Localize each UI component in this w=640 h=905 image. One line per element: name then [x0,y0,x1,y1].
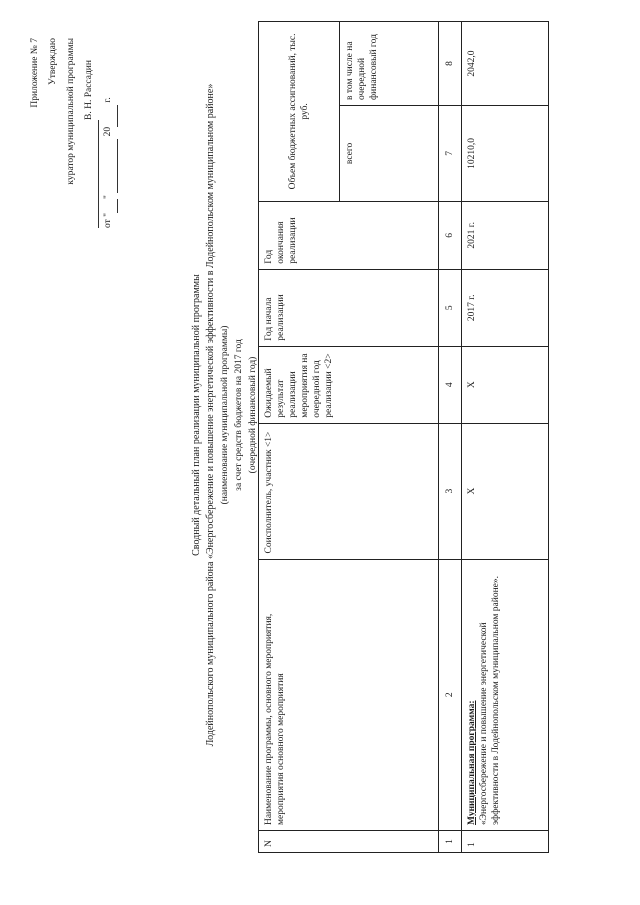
header-next-year: в том числе на очередной финансовый год [340,22,439,106]
row-start-year: 2017 г. [462,269,549,346]
row-total: 10210,0 [462,105,549,201]
date-line [99,38,118,228]
row-next-year: 2042,0 [462,22,549,106]
col-number: 8 [439,22,462,106]
plan-table [258,21,549,853]
heading-title: Сводный детальный план реализации муниципальной программы [191,274,202,556]
col-number: 4 [439,346,462,423]
table-row [462,22,549,853]
row-number: 1 [462,831,549,853]
col-number: 3 [439,423,462,559]
heading-program: Лодейнопольского муниципального района «Энергосбережение и повышение энергетической эффективности в Лодейнопольском муниципальном районе» [205,83,216,747]
col-number: 6 [439,201,462,269]
date-prefix: от " [103,212,113,228]
header-n: N [259,831,439,853]
col-number: 2 [439,559,462,831]
date-suffix: г. [103,97,113,103]
col-number: 5 [439,269,462,346]
col-number: 1 [439,831,462,853]
row-program [462,559,549,831]
program-name: «Энергосбережение и повышение энергетической эффективности в Лодейнопольском муниципальном районе». [479,575,501,826]
header-executor: Соисполнитель, участник <1> [259,423,439,559]
col-number: 7 [439,105,462,201]
appendix-label: Приложение № 7 [30,38,40,108]
header-name: Наименование программы, основного мероприятия, мероприятия основного мероприятия [259,559,439,831]
row-result: X [462,346,549,423]
signature-name: В. Н. Рассадин [84,60,94,120]
approved-label: Утверждаю [48,38,58,85]
header-result: Ожидаемый результат реализации мероприятия на очередной год реализации <2> [259,346,439,423]
date-quote: " [103,195,113,199]
heading-program-caption: (наименование муниципальной программы) [220,325,230,505]
row-end-year: 2021 г. [462,201,549,269]
approval-block [26,38,118,228]
curator-label: куратор муниципальной программы [66,38,76,185]
signature-line [80,38,99,228]
header-total: всего [340,105,439,201]
document-heading [190,75,260,755]
header-end-year: Год окончания реализации [259,201,439,269]
column-number-row [439,22,462,853]
program-label: Муниципальная программа: [467,700,477,826]
table-header-row [259,22,340,853]
heading-budget-year: за счет средств бюджетов на 2017 год [234,339,244,491]
date-year: 20 [103,126,113,137]
header-start-year: Год начала реализации [259,269,439,346]
header-budget: Объем бюджетных ассигнований, тыс. руб. [259,22,340,202]
row-executor: X [462,423,549,559]
heading-year-caption: (очередной финансовый год) [248,356,258,474]
